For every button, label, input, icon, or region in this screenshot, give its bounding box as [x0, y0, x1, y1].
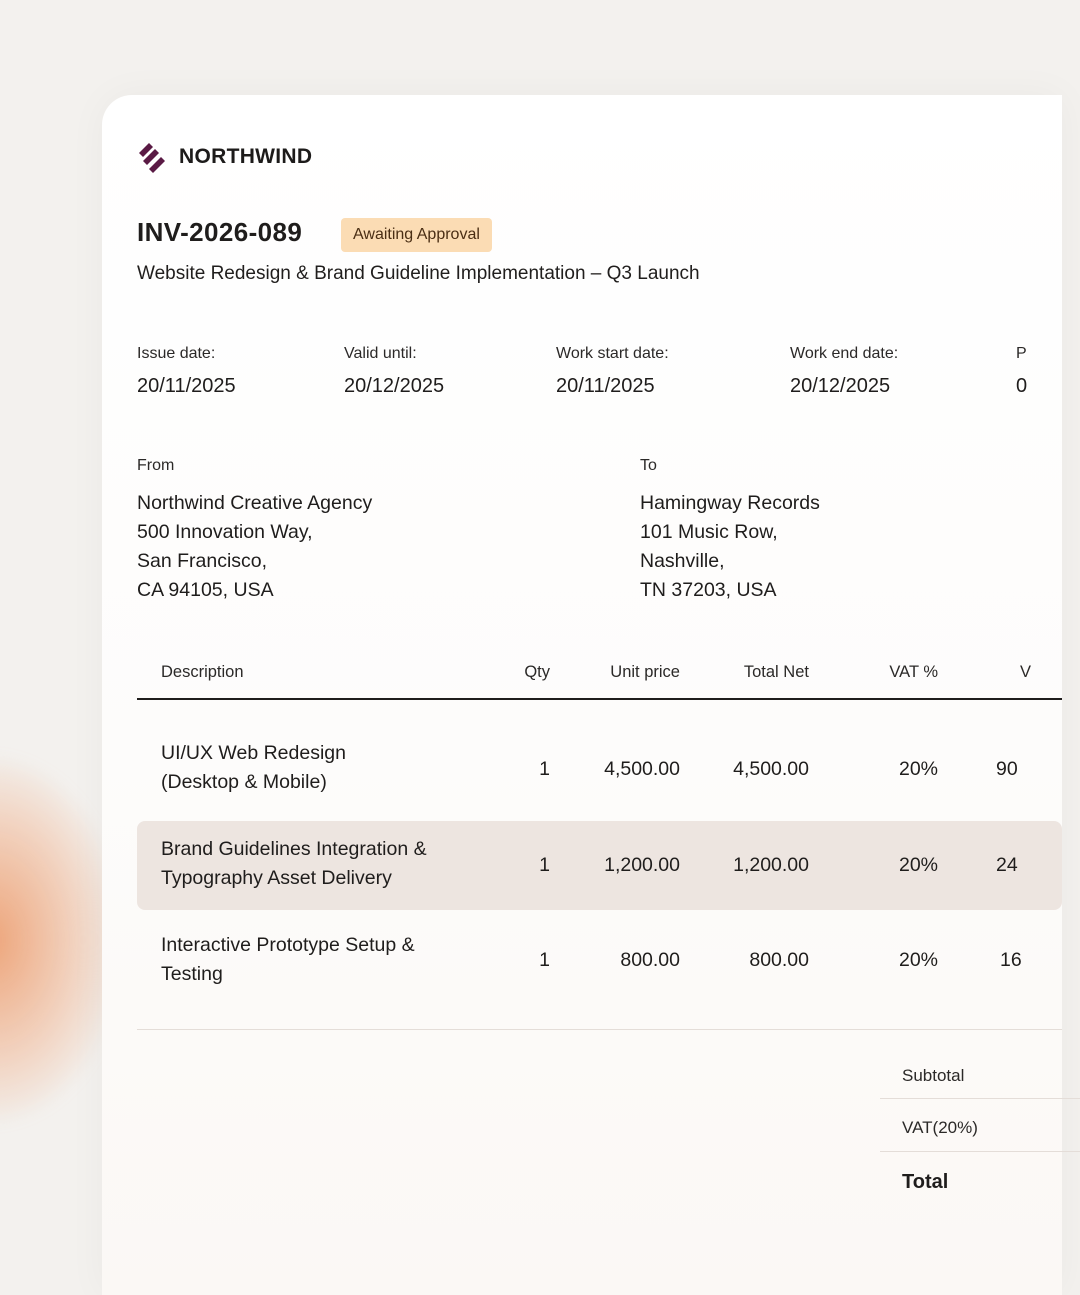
row-total-net: 800.00 — [749, 949, 809, 971]
invoice-card — [102, 95, 1062, 1295]
col-vat-amount: V — [1020, 663, 1032, 681]
to-line: Nashville, — [640, 550, 725, 572]
row-total-net: 4,500.00 — [733, 758, 809, 780]
summary-divider — [880, 1151, 1080, 1152]
row-unit-price: 4,500.00 — [604, 758, 680, 780]
total-label: Total — [902, 1171, 949, 1193]
row-unit-price: 800.00 — [620, 949, 680, 971]
valid-until-value: 20/12/2025 — [344, 375, 445, 397]
invoice-title: Website Redesign & Brand Guideline Implementation – Q3 Launch — [137, 263, 700, 284]
col-total-net: Total Net — [743, 663, 809, 681]
issue-date-value: 20/11/2025 — [137, 375, 236, 397]
valid-until-label: Valid until: — [344, 345, 417, 362]
row-qty: 1 — [539, 949, 550, 971]
row-qty: 1 — [539, 854, 550, 876]
brand-logo — [137, 141, 312, 173]
row-vat-amount: 90 — [996, 758, 1018, 780]
from-label: From — [137, 457, 175, 474]
status-badge: Awaiting Approval — [341, 218, 492, 252]
col-qty: Qty — [524, 663, 550, 681]
brand-name: NORTHWIND — [179, 145, 313, 168]
work-start-value: 20/11/2025 — [556, 375, 655, 397]
row-description: Brand Guidelines Integration & — [161, 838, 427, 860]
to-line: TN 37203, USA — [640, 579, 777, 601]
meta-extra-label: P — [1016, 345, 1027, 362]
work-end-value: 20/12/2025 — [790, 375, 891, 397]
from-line: 500 Innovation Way, — [137, 521, 313, 543]
table-footer-divider — [137, 1029, 1062, 1030]
from-line: Northwind Creative Agency — [137, 492, 373, 514]
table-header-divider — [137, 698, 1062, 700]
row-description: Interactive Prototype Setup & — [161, 934, 415, 956]
row-description: Typography Asset Delivery — [161, 867, 392, 889]
row-description: UI/UX Web Redesign — [161, 742, 346, 764]
row-total-net: 1,200.00 — [733, 854, 809, 876]
row-description: Testing — [161, 963, 223, 985]
to-line: Hamingway Records — [640, 492, 820, 514]
row-vat-percent: 20% — [898, 758, 938, 780]
issue-date-label: Issue date: — [137, 345, 216, 362]
to-line: 101 Music Row, — [640, 521, 778, 543]
row-qty: 1 — [539, 758, 550, 780]
subtotal-label: Subtotal — [902, 1066, 965, 1085]
meta-extra-value: 0 — [1016, 375, 1028, 397]
from-line: CA 94105, USA — [137, 579, 274, 601]
work-start-label: Work start date: — [556, 345, 669, 362]
row-description: (Desktop & Mobile) — [161, 771, 327, 793]
row-vat-amount: 24 — [996, 854, 1018, 876]
row-vat-amount: 16 — [1000, 949, 1022, 971]
summary-divider — [880, 1098, 1080, 1099]
col-description: Description — [161, 663, 244, 681]
row-vat-percent: 20% — [898, 949, 938, 971]
col-vat-percent: VAT % — [889, 663, 938, 681]
col-unit-price: Unit price — [610, 663, 680, 681]
northwind-logo-icon — [137, 141, 167, 173]
vat-label: VAT(20%) — [902, 1118, 978, 1137]
row-vat-percent: 20% — [898, 854, 938, 876]
to-label: To — [640, 457, 657, 474]
invoice-number: INV-2026-089 — [137, 217, 303, 247]
work-end-label: Work end date: — [790, 345, 899, 362]
from-line: San Francisco, — [137, 550, 268, 572]
row-unit-price: 1,200.00 — [604, 854, 680, 876]
